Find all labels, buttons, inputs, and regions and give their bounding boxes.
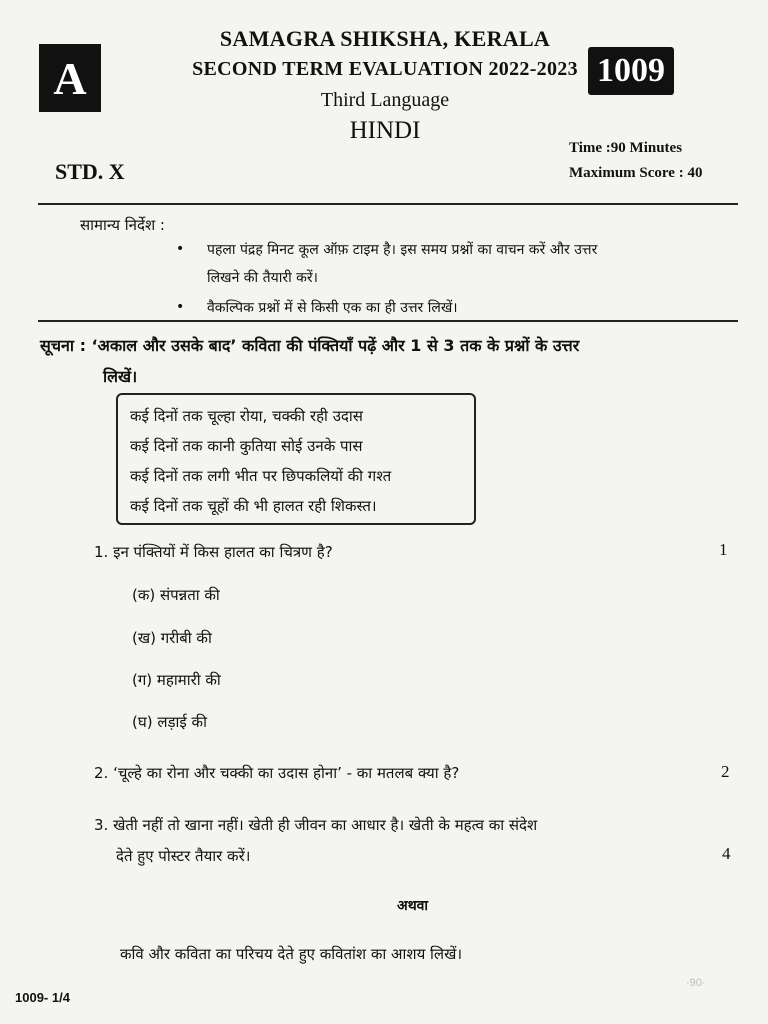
option-d: (घ) लड़ाई की <box>132 713 207 731</box>
header-divider <box>38 203 738 205</box>
question-2-marks: 2 <box>721 762 730 781</box>
max-score-label: Maximum Score : 40 <box>569 165 703 181</box>
instruction-item-cont: लिखने की तैयारी करें। <box>207 270 318 286</box>
std-label: STD. X <box>55 159 125 184</box>
question-1-marks: 1 <box>719 540 728 559</box>
org-title: SAMAGRA SHIKSHA, KERALA <box>219 26 551 51</box>
option-a: (क) संपन्नता की <box>132 586 220 604</box>
poem-line: कई दिनों तक कानी कुतिया सोई उनके पास <box>130 437 363 455</box>
poem-box <box>116 393 476 525</box>
instruction-item: वैकल्पिक प्रश्नों में से किसी एक का ही उत्तर लिखें। <box>207 300 458 316</box>
language-level: Third Language <box>320 89 450 111</box>
notice-line: सूचना : ‘अकाल और उसके बाद’ कविता की पंक्तियाँ पढ़ें और 1 से 3 तक के प्रश्नों के उत्तर <box>40 336 580 355</box>
notice-line-cont: लिखें। <box>103 367 138 386</box>
option-b: (ख) गरीबी की <box>132 629 212 647</box>
question-2: 2. ‘चूल्हे का रोना और चक्की का उदास होना’ - का मतलब क्या है? <box>94 764 460 782</box>
instruction-item: पहला पंद्रह मिनट कूल ऑफ़ टाइम है। इस समय प्रश्नों का वाचन करें और उत्तर <box>207 242 598 258</box>
question-3-cont: देते हुए पोस्टर तैयार करें। <box>116 847 251 865</box>
alternate-question: कवि और कविता का परिचय देते हुए कवितांश का आशय लिखें। <box>120 945 463 963</box>
subject-title: HINDI <box>349 117 421 144</box>
paper-code-badge: 1009 <box>588 47 674 95</box>
exam-title: SECOND TERM EVALUATION 2022-2023 <box>192 58 578 80</box>
option-c: (ग) महामारी की <box>132 671 221 689</box>
question-3-marks: 4 <box>722 844 731 863</box>
page-number: 1009- 1/4 <box>15 990 70 1005</box>
instructions-divider <box>38 320 738 322</box>
question-1: 1. इन पंक्तियों में किस हालत का चित्रण है? <box>94 543 333 561</box>
poem-line: कई दिनों तक चूहों की भी हालत रही शिकस्त। <box>130 497 377 515</box>
poem-line: कई दिनों तक लगी भीत पर छिपकलियों की गश्त <box>130 467 392 485</box>
instructions-title: सामान्य निर्देश : <box>80 216 165 234</box>
question-3: 3. खेती नहीं तो खाना नहीं। खेती ही जीवन का आधार है। खेती के महत्व का संदेश <box>94 816 538 834</box>
bullet-icon: • <box>176 299 185 315</box>
page-smudge: ·90· <box>686 977 706 989</box>
time-label: Time :90 Minutes <box>569 140 683 156</box>
bullet-icon: • <box>176 241 185 257</box>
or-label: अथवा <box>397 898 429 914</box>
set-badge: A <box>39 44 101 112</box>
poem-line: कई दिनों तक चूल्हा रोया, चक्की रही उदास <box>130 407 363 425</box>
